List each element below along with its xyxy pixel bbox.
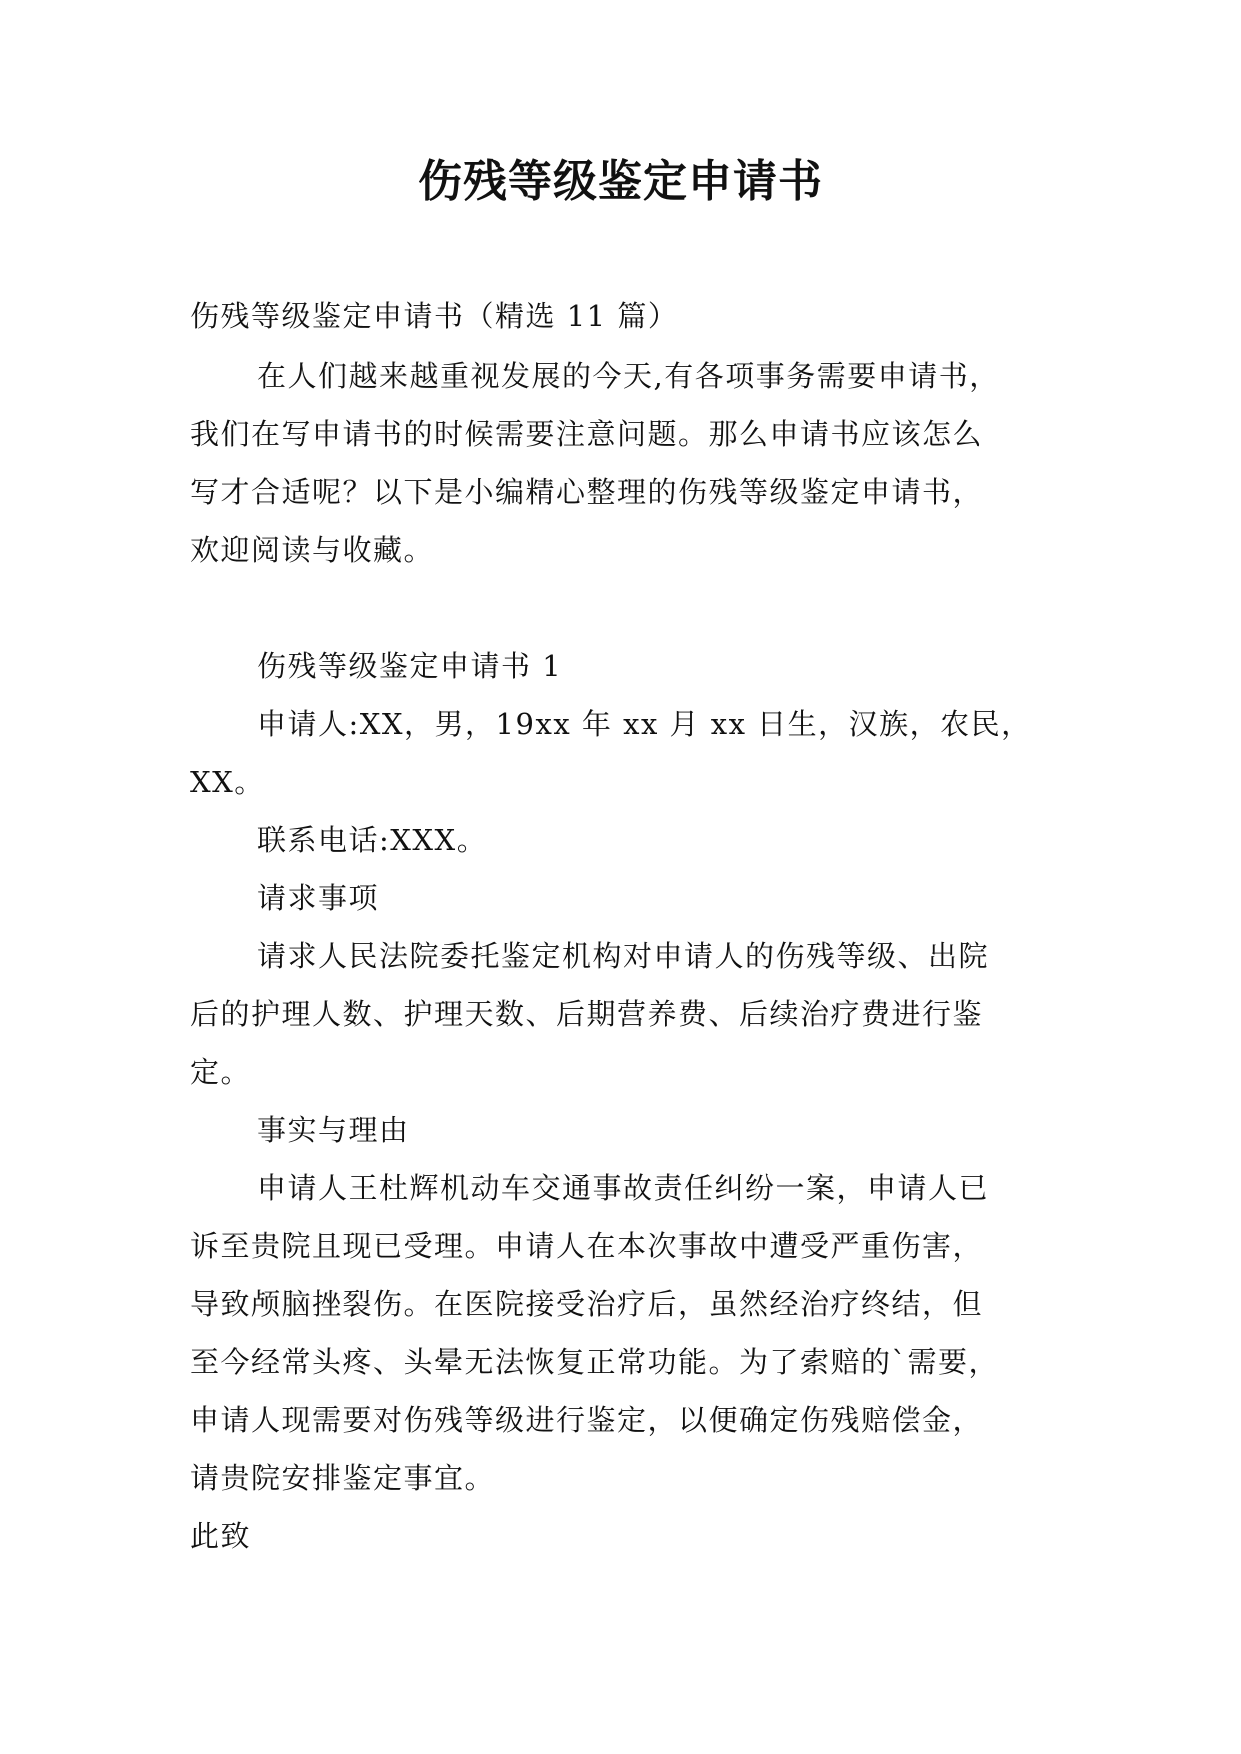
intro-line-2: 我们在写申请书的时候需要注意问题。那么申请书应该怎么 — [190, 417, 984, 451]
intro-line-3: 写才合适呢？以下是小编精心整理的伤残等级鉴定申请书， — [190, 475, 984, 509]
subtitle-line: 伤残等级鉴定申请书（精选 11 篇） — [190, 299, 679, 333]
applicant-line-cont: XX。 — [190, 765, 265, 799]
request-line-3: 定。 — [190, 1055, 252, 1089]
document-title: 伤残等级鉴定申请书 — [418, 156, 823, 207]
facts-line-3: 导致颅脑挫裂伤。在医院接受治疗后，虽然经治疗终结，但 — [190, 1287, 984, 1321]
section-heading-1: 伤残等级鉴定申请书 1 — [257, 649, 563, 683]
contact-line: 联系电话:XXX。 — [257, 823, 488, 857]
facts-heading: 事实与理由 — [257, 1113, 410, 1147]
facts-line-2: 诉至贵院且现已受理。申请人在本次事故中遭受严重伤害， — [190, 1229, 984, 1263]
facts-line-5: 申请人现需要对伤残等级进行鉴定，以便确定伤残赔偿金， — [190, 1403, 984, 1437]
facts-line-4: 至今经常头疼、头晕无法恢复正常功能。为了索赔的`需要， — [190, 1345, 1000, 1379]
intro-line-4: 欢迎阅读与收藏。 — [190, 533, 435, 567]
intro-line-1: 在人们越来越重视发展的今天,有各项事务需要申请书， — [257, 359, 1000, 393]
request-heading: 请求事项 — [257, 881, 380, 915]
facts-line-1: 申请人王杜辉机动车交通事故责任纠纷一案，申请人已 — [257, 1171, 990, 1205]
request-line-2: 后的护理人数、护理天数、后期营养费、后续治疗费进行鉴 — [190, 997, 984, 1031]
facts-line-6: 请贵院安排鉴定事宜。 — [190, 1461, 496, 1495]
closing-line: 此致 — [190, 1519, 252, 1553]
request-line-1: 请求人民法院委托鉴定机构对申请人的伤残等级、出院 — [257, 939, 990, 973]
applicant-line: 申请人:XX，男，19xx 年 xx 月 xx 日生，汉族，农民， — [257, 707, 1032, 741]
